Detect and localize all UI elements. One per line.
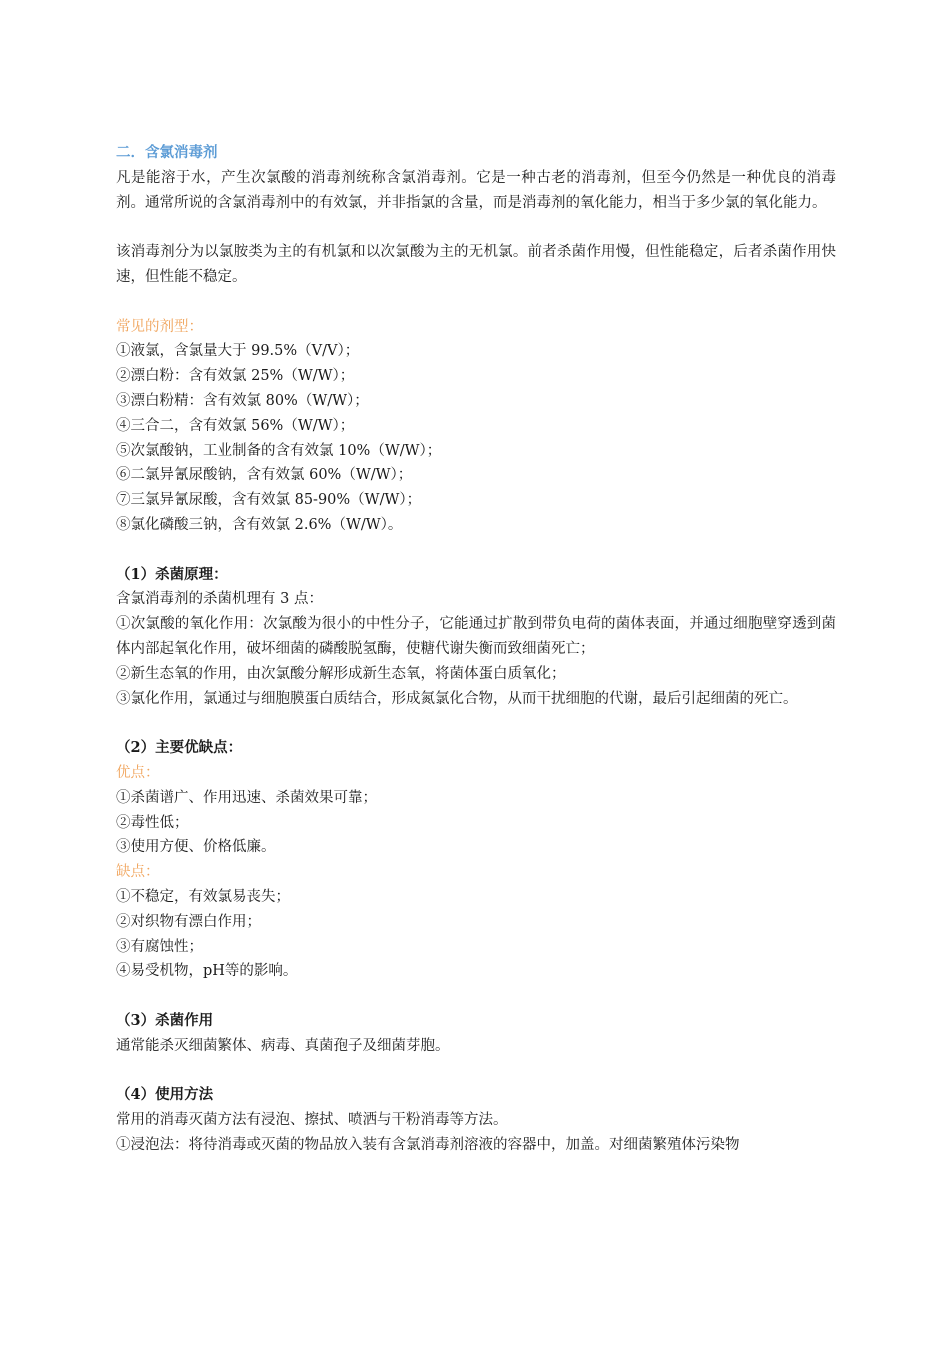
pros-item: ③使用方便、价格低廉。 (116, 839, 276, 856)
action-heading: （3）杀菌作用 (116, 1011, 214, 1029)
formulation-item: ⑤次氯酸钠，工业制备的含有效氯 10%（W/W）； (116, 442, 442, 459)
principle-item: ①次氯酸的氧化作用：次氯酸为很小的中性分子，它能通过扩散到带负电荷的菌体表面，并通过细胞壁穿透到菌体内部起氧化作用，破坏细菌的磷酸脱氢酶，使糖代谢失衡而致细菌死亡； (116, 616, 836, 657)
principle-item: ②新生态氧的作用，由次氯酸分解形成新生态氧，将菌体蛋白质氧化； (116, 665, 566, 682)
pros-cons-heading: （2）主要优缺点： (116, 739, 243, 757)
cons-item: ①不稳定，有效氯易丧失； (116, 888, 290, 905)
spacer (116, 290, 836, 315)
cons-item: ④易受机物，pH等的影响。 (116, 963, 298, 980)
principle-intro: 含氯消毒剂的杀菌机理有 3 点： (116, 591, 323, 608)
intro-paragraph-1: 凡是能溶于水，产生次氯酸的消毒剂统称含氯消毒剂。它是一种古老的消毒剂，但至今仍然是一种优良的消毒剂。通常所说的含氯消毒剂中的有效氯，并非指氯的含量，而是消毒剂的氧化能力，相当于多少氯的氧化能力。 (116, 169, 836, 211)
spacer (116, 538, 836, 563)
formulation-item: ⑥二氯异氰尿酸钠，含有效氯 60%（W/W）； (116, 467, 413, 484)
formulations-heading: 常见的剂型： (116, 318, 203, 335)
formulation-item: ⑦三氯异氰尿酸，含有效氯 85-90%（W/W）； (116, 492, 422, 509)
pros-item: ②毒性低； (116, 814, 189, 831)
formulation-item: ③漂白粉精：含有效氯 80%（W/W）； (116, 392, 369, 409)
section-title: 二．含氯消毒剂 (116, 144, 218, 161)
spacer (116, 215, 836, 240)
formulation-item: ①液氯，含氯量大于 99.5%（V/V）； (116, 343, 360, 360)
formulation-item: ④三合二，含有效氯 56%（W/W）； (116, 417, 355, 434)
cons-item: ②对织物有漂白作用； (116, 913, 261, 930)
cons-label: 缺点： (116, 864, 160, 881)
spacer (116, 984, 836, 1009)
pros-item: ①杀菌谱广、作用迅速、杀菌效果可靠； (116, 789, 377, 806)
principle-heading: （1）杀菌原理： (116, 565, 228, 583)
cons-item: ③有腐蚀性； (116, 938, 203, 955)
action-text: 通常能杀灭细菌繁体、病毒、真菌孢子及细菌芽胞。 (116, 1037, 450, 1054)
pros-label: 优点： (116, 764, 160, 781)
spacer (116, 711, 836, 736)
usage-item: ①浸泡法：将待消毒或灭菌的物品放入装有含氯消毒剂溶液的容器中，加盖。对细菌繁殖体污染物 (116, 1136, 740, 1153)
usage-heading: （4）使用方法 (116, 1086, 214, 1104)
formulation-item: ②漂白粉：含有效氯 25%（W/W）； (116, 368, 355, 385)
principle-item: ③氯化作用，氯通过与细胞膜蛋白质结合，形成氮氯化合物，从而干扰细胞的代谢，最后引起细菌的死亡。 (116, 690, 798, 707)
formulation-item: ⑧氯化磷酸三钠，含有效氯 2.6%（W/W）。 (116, 516, 403, 533)
intro-paragraph-2: 该消毒剂分为以氯胺类为主的有机氯和以次氯酸为主的无机氯。前者杀菌作用慢，但性能稳定，后者杀菌作用快速，但性能不稳定。 (116, 244, 836, 285)
document-body (116, 141, 836, 1158)
spacer (116, 1058, 836, 1083)
usage-text: 常用的消毒灭菌方法有浸泡、擦拭、喷洒与干粉消毒等方法。 (116, 1112, 508, 1129)
